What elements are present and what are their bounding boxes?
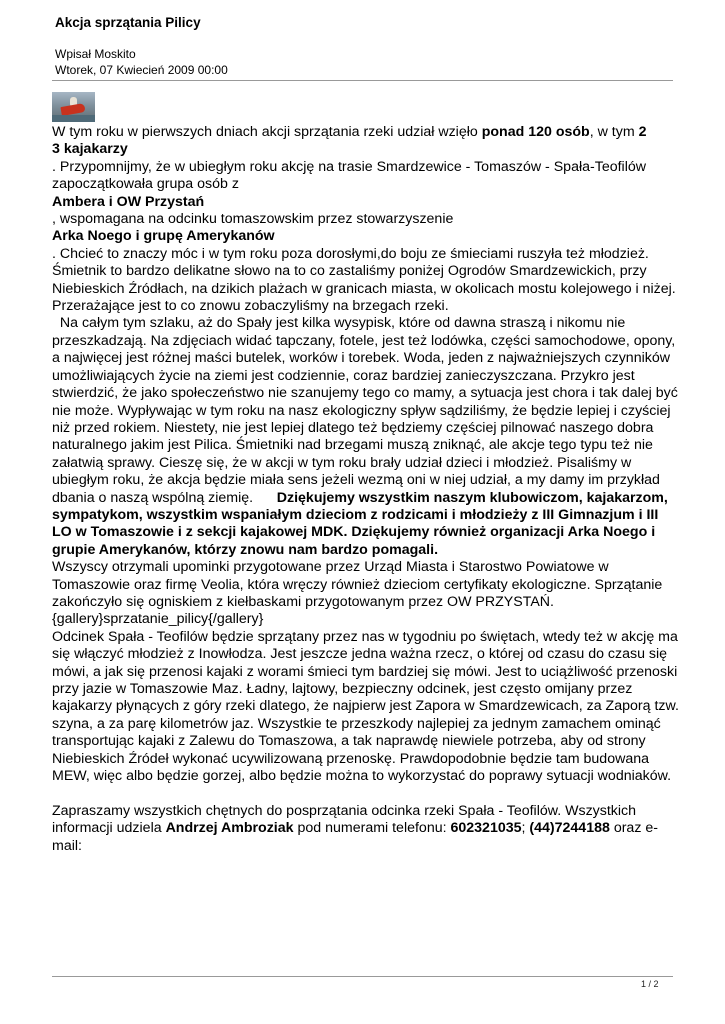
paragraph-2: 3 kajakarzy [52,141,128,158]
paragraph-8: Na całym tym szlaku, aż do Spały jest kilka wysypisk, które od dawna straszą i nikomu nie przeszkadzają. Na zdjęciach widać tapczany, fotele, jest też lodówka, części samochodowe, opony, a najwięcej jest różnej maści butelek, worków i torebek. Woda, jeden z najważniejszych czynników umożliwiających życie na ziemi jest codziennie, coraz bardziej zanieczyszczana. Przykro jest stwierdzić, że jako społeczeństwo nie szanujemy tego co mamy, a sytuacja jest chora i tak dalej być nie może. Wypływając w tym roku na nasz ekologiczny spływ sądziliśmy, że będzie lepiej i czyściej niż przed rokiem. Niestety, nie jest lepiej dlatego też będziemy częściej pilnować naszego dobra naturalnego jakim jest Pilica. Śmietniki nad brzegami muszą zniknąć, ale akcje tego typu też nie załatwią sprawy. Cieszę się, że w akcji w tym roku brały udział dzieci i młodzież. Pisaliśmy w ubiegłym roku, że akcja będzie miała sens jeżeli wezmą oni w niej udział, a my damy im przykład dbania o naszą wspólną ziemię. Dziękujemy wszystkim naszym klubowiczom, kajakarzom, sympatykom, wszystkim wspaniałym dzieciom z rodzicami i młodzieży z III Gimnazjum i III LO w Tomaszowie i z sekcji kajakowej MDK. Dziękujemy również organizacji Arka Noego i grupie Amerykanów, którzy znowu nam bardzo pomagali. [52,315,682,558]
spacer [52,785,680,802]
date-line: Wtorek, 07 Kwiecień 2009 00:00 [55,63,228,77]
paragraph-1: W tym roku w pierwszych dniach akcji sprzątania rzeki udział wzięło ponad 120 osób, w tym 2 [52,124,647,140]
article-body [52,124,680,855]
article-meta [55,46,228,78]
page-number: 1 / 2 [641,979,659,989]
article-title: Akcja sprzątania Pilicy [55,15,201,30]
paragraph-4: Ambera i OW Przystań [52,193,205,210]
header-divider [52,80,673,81]
paragraph-9: Wszyscy otrzymali upominki przygotowane przez Urząd Miasta i Starostwo Powiatowe w Tomaszowie oraz firmę Veolia, która wręczy również dzieciom certyfikaty ekologiczne. Sprzątanie zakończyło się ogniskiem z kiełbaskami przygotowanym przez OW PRZYSTAŃ. [52,559,663,610]
paragraph-5: , wspomagana na odcinku tomaszowskim przez stowarzyszenie [52,211,454,228]
paragraph-7: . Chcieć to znaczy móc i w tym roku poza dorosłymi,do boju ze śmieciami ruszyła też młodzież. Śmietnik to bardzo delikatne słowo na to co zastaliśmy poniżej Ogrodów Smardzewickich, przy Niebieskich Źródłach, na dzikich plażach w granicach miasta, w okolicach mostu kolejowego i niżej. Przerażające jest to co znowu zobaczyliśmy na brzegach rzeki. [52,245,676,315]
footer-divider [52,976,673,977]
photo-water [52,115,95,122]
paragraph-3: . Przypomnijmy, że w ubiegłym roku akcję na trasie Smardzewice - Tomaszów - Spała-Teofilów zapoczątkowała grupa osób z [52,158,646,193]
gallery-tag: {gallery}sprzatanie_pilicy{/gallery} [52,611,264,628]
kayak-photo-icon[interactable] [52,92,95,122]
paragraph-12: Zapraszamy wszystkich chętnych do posprzątania odcinka rzeki Spała - Teofilów. Wszystkich informacji udziela Andrzej Ambroziak pod numerami telefonu: 602321035; (44)7244188 oraz e-mail: [52,802,658,854]
author-line: Wpisał Moskito [55,47,136,61]
paragraph-11: Odcinek Spała - Teofilów będzie sprzątany przez nas w tygodniu po świętach, wtedy też w akcję ma się włączyć młodzież z Inowłodza. Jest jeszcze jedna ważna rzecz, o której od czasu do czasu się mówi, a jak się przenosi kajaki z worami śmieci tym bardziej się mówi. Jest to uciążliwość przenoski przy jazie w Tomaszowie Maz. Ładny, lajtowy, bezpieczny odcinek, jest często omijany przez kajakarzy płynących z góry rzeki dlatego, że najpierw jest Zapora w Smardzewicach, za Zaporą tzw. szyna, a za parę kilometrów jaz. Wszystkie te przeszkody najlepiej za jednym zamachem ominąć transportując kajaki z Zalewu do Tomaszowa, a tak naprawdę niewiele potrzeba, aby od strony Niebieskich Źródeł wykonać ucywilizowaną przenoskę. Prawdopodobnie będzie tam budowana MEW, więc albo będzie gorzej, albo będzie można to wykorzystać do poprawy sytuacji wodniaków. [52,628,679,785]
paragraph-6: Arka Noego i grupę Amerykanów [52,228,275,245]
